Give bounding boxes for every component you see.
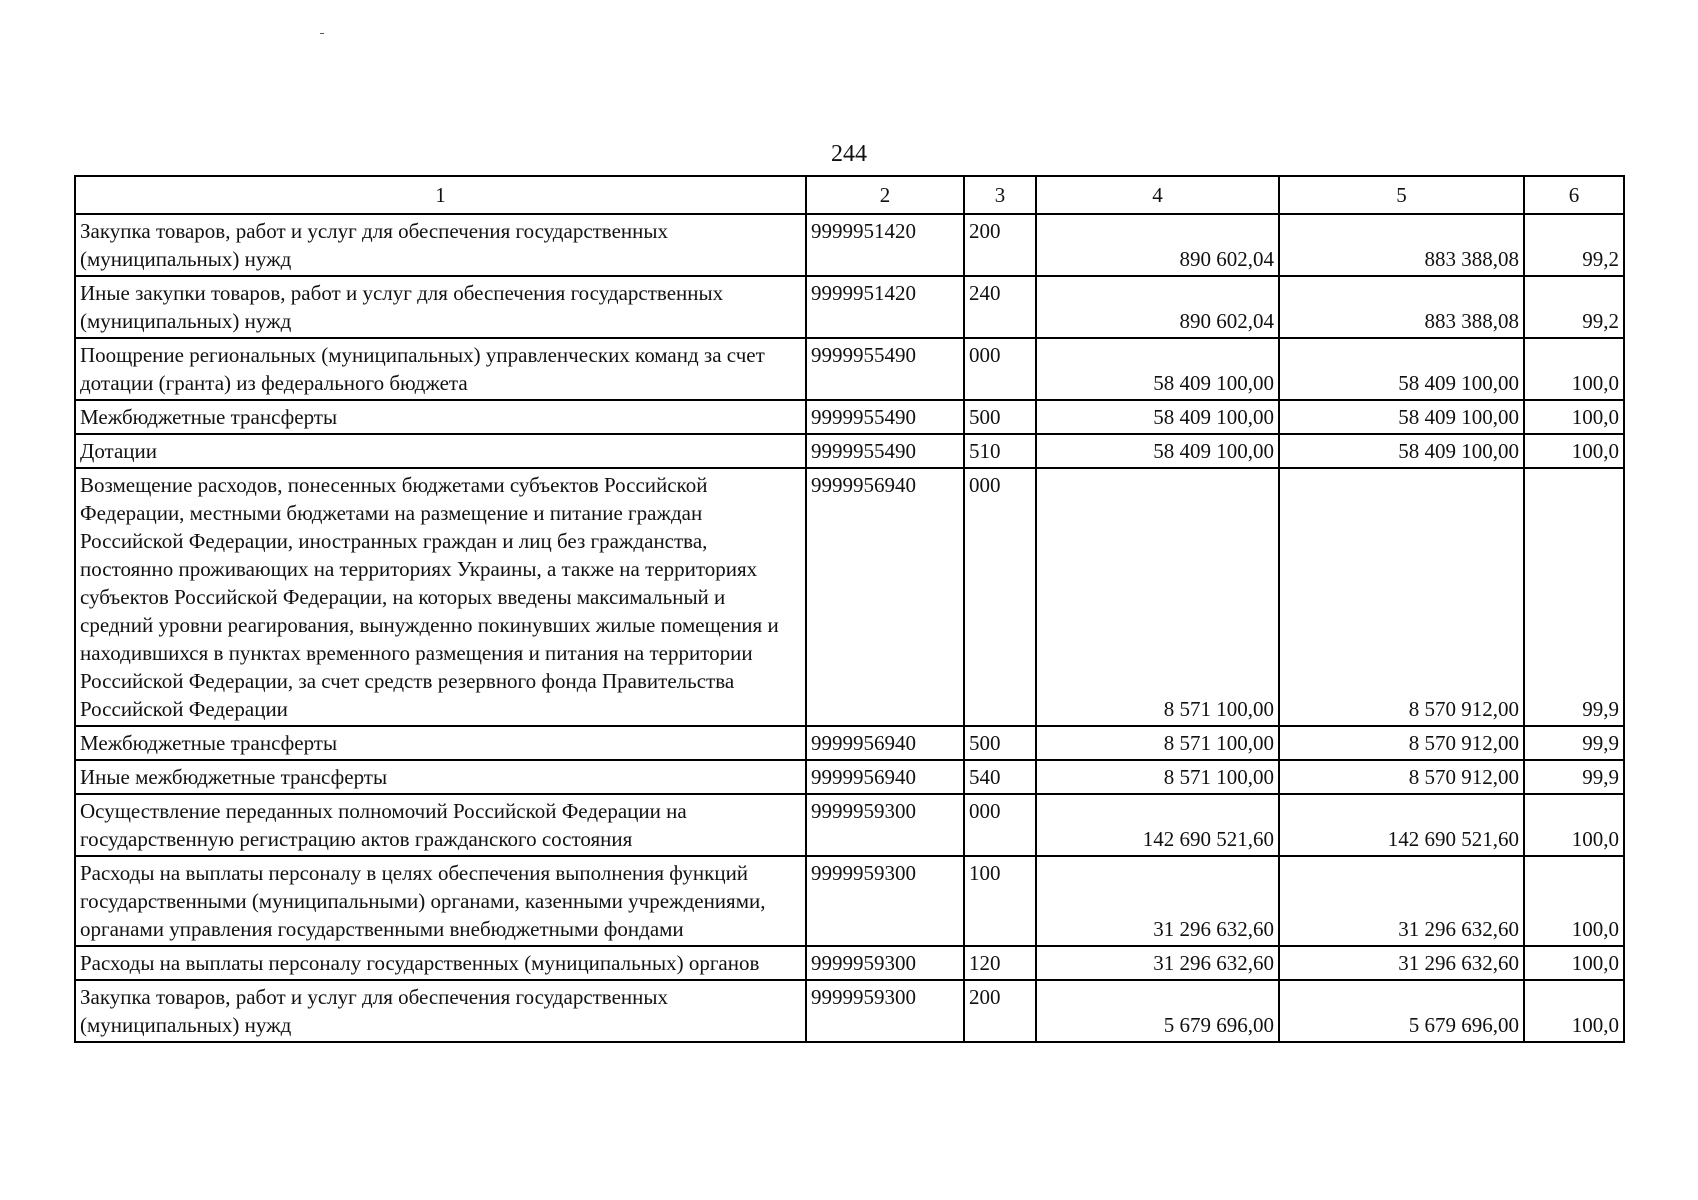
row-code-cell: 9999955490 [806,400,964,434]
row-code-cell: 9999959300 [806,980,964,1042]
row-plan-cell: 8 571 100,00 [1036,468,1279,726]
table-row [75,760,1624,794]
row-type-cell: 510 [964,434,1036,468]
table-row [75,434,1624,468]
row-plan-cell: 890 602,04 [1036,276,1279,338]
row-plan-cell: 5 679 696,00 [1036,980,1279,1042]
row-name-cell: Расходы на выплаты персоналу в целях обеспечения выполнения функций государственными (муниципальными) органами, казенными учреждениями, органами управления государственными внебюджетными фондами [75,856,806,946]
row-percent-cell: 100,0 [1524,946,1624,980]
table-row [75,338,1624,400]
row-code-cell: 9999955490 [806,338,964,400]
row-name-cell: Межбюджетные трансферты [75,726,806,760]
row-fact-cell: 8 570 912,00 [1279,468,1524,726]
row-type-cell: 000 [964,794,1036,856]
table-row [75,400,1624,434]
row-name-cell: Возмещение расходов, понесенных бюджетами субъектов Российской Федерации, местными бюджетами на размещение и питание граждан Российской Федерации, иностранных граждан и лиц без гражданства, постоянно проживающих на территориях Украины, а также на территориях субъектов Российской Федерации, на которых введены максимальный и средний уровни реагирования, вынужденно покинувших жилые помещения и находившихся в пунктах временного размещения и питания на территории Российской Федерации, за счет средств резервного фонда Правительства Российской Федерации [75,468,806,726]
row-name-cell: Межбюджетные трансферты [75,400,806,434]
row-fact-cell: 5 679 696,00 [1279,980,1524,1042]
row-name-cell: Закупка товаров, работ и услуг для обеспечения государственных (муниципальных) нужд [75,980,806,1042]
row-plan-cell: 8 571 100,00 [1036,726,1279,760]
row-name-cell: Закупка товаров, работ и услуг для обеспечения государственных (муниципальных) нужд [75,214,806,276]
row-code-cell: 9999951420 [806,214,964,276]
row-fact-cell: 58 409 100,00 [1279,338,1524,400]
table-row [75,856,1624,946]
row-percent-cell: 100,0 [1524,434,1624,468]
table-row [75,946,1624,980]
row-name-cell: Поощрение региональных (муниципальных) управленческих команд за счет дотации (гранта) из федерального бюджета [75,338,806,400]
row-code-cell: 9999956940 [806,726,964,760]
row-fact-cell: 31 296 632,60 [1279,856,1524,946]
table-row [75,276,1624,338]
row-fact-cell: 8 570 912,00 [1279,726,1524,760]
header-cell-5: 5 [1279,176,1524,214]
row-plan-cell: 58 409 100,00 [1036,338,1279,400]
row-fact-cell: 31 296 632,60 [1279,946,1524,980]
header-cell-2: 2 [806,176,964,214]
budget-table-body [75,176,1624,1042]
row-name-cell: Осуществление переданных полномочий Российской Федерации на государственную регистрацию актов гражданского состояния [75,794,806,856]
row-code-cell: 9999956940 [806,760,964,794]
row-code-cell: 9999955490 [806,434,964,468]
row-percent-cell: 99,9 [1524,468,1624,726]
row-type-cell: 240 [964,276,1036,338]
row-plan-cell: 142 690 521,60 [1036,794,1279,856]
row-code-cell: 9999951420 [806,276,964,338]
table-row [75,214,1624,276]
row-type-cell: 120 [964,946,1036,980]
row-percent-cell: 100,0 [1524,794,1624,856]
row-fact-cell: 883 388,08 [1279,214,1524,276]
row-type-cell: 000 [964,468,1036,726]
row-type-cell: 200 [964,214,1036,276]
row-name-cell: Иные межбюджетные трансферты [75,760,806,794]
row-code-cell: 9999956940 [806,468,964,726]
row-type-cell: 200 [964,980,1036,1042]
row-code-cell: 9999959300 [806,856,964,946]
row-plan-cell: 8 571 100,00 [1036,760,1279,794]
row-plan-cell: 31 296 632,60 [1036,946,1279,980]
row-code-cell: 9999959300 [806,946,964,980]
row-type-cell: 100 [964,856,1036,946]
row-percent-cell: 99,9 [1524,760,1624,794]
header-cell-3: 3 [964,176,1036,214]
row-code-cell: 9999959300 [806,794,964,856]
row-type-cell: 500 [964,400,1036,434]
header-row [75,176,1624,214]
row-percent-cell: 99,2 [1524,276,1624,338]
row-percent-cell: 99,9 [1524,726,1624,760]
table-row [75,468,1624,726]
row-fact-cell: 883 388,08 [1279,276,1524,338]
header-cell-1: 1 [75,176,806,214]
row-percent-cell: 99,2 [1524,214,1624,276]
header-cell-4: 4 [1036,176,1279,214]
row-plan-cell: 58 409 100,00 [1036,400,1279,434]
row-plan-cell: 58 409 100,00 [1036,434,1279,468]
row-name-cell: Расходы на выплаты персоналу государственных (муниципальных) органов [75,946,806,980]
row-fact-cell: 58 409 100,00 [1279,434,1524,468]
row-type-cell: 540 [964,760,1036,794]
page-number: 244 [831,141,867,167]
scan-speck [320,33,324,34]
table-row [75,794,1624,856]
row-name-cell: Иные закупки товаров, работ и услуг для обеспечения государственных (муниципальных) нужд [75,276,806,338]
row-percent-cell: 100,0 [1524,338,1624,400]
table-row [75,980,1624,1042]
row-fact-cell: 8 570 912,00 [1279,760,1524,794]
row-percent-cell: 100,0 [1524,856,1624,946]
row-type-cell: 500 [964,726,1036,760]
row-percent-cell: 100,0 [1524,980,1624,1042]
row-name-cell: Дотации [75,434,806,468]
row-percent-cell: 100,0 [1524,400,1624,434]
header-cell-6: 6 [1524,176,1624,214]
table-row [75,726,1624,760]
budget-table [74,175,1625,1043]
row-plan-cell: 31 296 632,60 [1036,856,1279,946]
row-type-cell: 000 [964,338,1036,400]
row-fact-cell: 142 690 521,60 [1279,794,1524,856]
row-fact-cell: 58 409 100,00 [1279,400,1524,434]
row-plan-cell: 890 602,04 [1036,214,1279,276]
